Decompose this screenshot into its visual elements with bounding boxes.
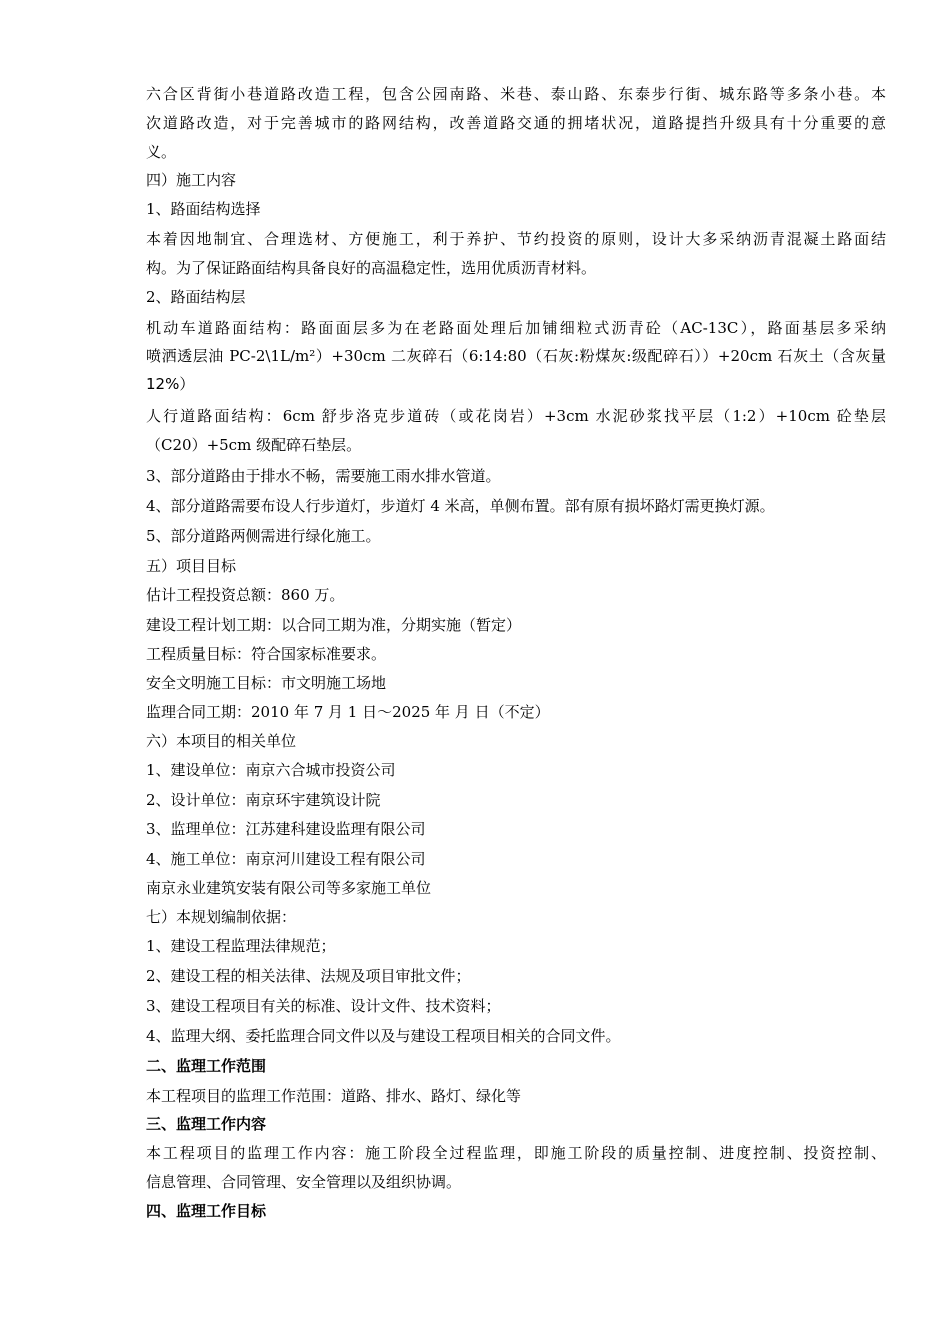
unit-contractor-1: 4、施工单位：南京河川建设工程有限公司: [146, 850, 426, 868]
paragraph-content-line-1: 本工程项目的监理工作内容：施工阶段全过程监理，即施工阶段的质量控制、进度控制、投资控制、: [146, 1144, 886, 1162]
basis-item-1: 1、建设工程监理法律规范；: [146, 937, 336, 955]
paragraph-motorway-structure-line-2: 喷洒透层油 PC-2\1L/m²）+30cm 二灰碎石（6:14:80（石灰:粉煤灰:级配碎石））+20cm 石灰土（含灰量: [146, 347, 886, 365]
paragraph-scope: 本工程项目的监理工作范围：道路、排水、路灯、绿化等: [146, 1087, 522, 1105]
basis-item-4: 4、监理大纲、委托监理合同文件以及与建设工程项目相关的合同文件。: [146, 1027, 621, 1045]
paragraph-sidewalk-structure-line-1: 人行道路面结构：6cm 舒步洛克步道砖（或花岗岩）+3cm 水泥砂浆找平层（1:2）+10cm 砼垫层: [146, 407, 886, 425]
goal-schedule: 建设工程计划工期：以合同工期为准，分期实施（暂定）: [146, 616, 522, 634]
paragraph-pavement-selection-line-1: 本着因地制宜、合理选材、方便施工，利于养护、节约投资的原则，设计大多采纳沥青混凝土路面结: [146, 230, 886, 248]
basis-item-2: 2、建设工程的相关法律、法规及项目审批文件；: [146, 967, 471, 985]
paragraph-pavement-selection-line-2: 构。为了保证路面结构具备良好的高温稳定性，选用优质沥青材料。: [146, 259, 597, 277]
paragraph-sidewalk-structure-line-2: （C20）+5cm 级配碎石垫层。: [146, 436, 362, 454]
unit-design: 2、设计单位：南京环宇建筑设计院: [146, 791, 381, 809]
paragraph-intro-line-1: 六合区背街小巷道路改造工程，包含公园南路、米巷、泰山路、东泰步行街、城东路等多条小巷。本: [146, 85, 886, 103]
item-pavement-structure-layers: 2、路面结构层: [146, 288, 246, 306]
unit-construction: 1、建设单位：南京六合城市投资公司: [146, 761, 396, 779]
paragraph-motorway-structure-line-3: 12%）: [146, 375, 195, 393]
section-heading-related-units: 六）本项目的相关单位: [146, 732, 297, 750]
chapter-heading-content: 三、监理工作内容: [146, 1115, 267, 1133]
section-heading-construction-content: 四）施工内容: [146, 171, 237, 189]
section-heading-project-goals: 五）项目目标: [146, 557, 237, 575]
chapter-heading-goals: 四、监理工作目标: [146, 1202, 267, 1220]
unit-contractor-2: 南京永业建筑安装有限公司等多家施工单位: [146, 879, 432, 897]
item-drainage: 3、部分道路由于排水不畅，需要施工雨水排水管道。: [146, 467, 501, 485]
section-heading-basis: 七）本规划编制依据：: [146, 908, 297, 926]
chapter-heading-scope: 二、监理工作范围: [146, 1057, 267, 1075]
unit-supervision: 3、监理单位：江苏建科建设监理有限公司: [146, 820, 426, 838]
paragraph-intro-line-3: 义。: [146, 143, 177, 161]
paragraph-motorway-structure-line-1: 机动车道路面结构：路面面层多为在老路面处理后加铺细粒式沥青砼（AC-13C），路面基层多采纳: [146, 319, 886, 337]
goal-investment: 估计工程投资总额：860 万。: [146, 586, 345, 604]
item-pavement-structure-selection: 1、路面结构选择: [146, 200, 261, 218]
goal-safety: 安全文明施工目标：市文明施工场地: [146, 674, 387, 692]
paragraph-intro-line-2: 次道路改造，对于完善城市的路网结构，改善道路交通的拥堵状况，道路提挡升级具有十分重要的意: [146, 114, 886, 132]
goal-supervision-period: 监理合同工期：2010 年 7 月 1 日～2025 年 月 日（不定）: [146, 703, 550, 721]
goal-quality: 工程质量目标：符合国家标准要求。: [146, 645, 387, 663]
paragraph-content-line-2: 信息管理、合同管理、安全管理以及组织协调。: [146, 1173, 462, 1191]
item-greening: 5、部分道路两侧需进行绿化施工。: [146, 527, 381, 545]
item-street-lights: 4、部分道路需要布设人行步道灯，步道灯 4 米高，单侧布置。部有原有损坏路灯需更换灯源。: [146, 497, 775, 515]
basis-item-3: 3、建设工程项目有关的标准、设计文件、技术资料；: [146, 997, 501, 1015]
